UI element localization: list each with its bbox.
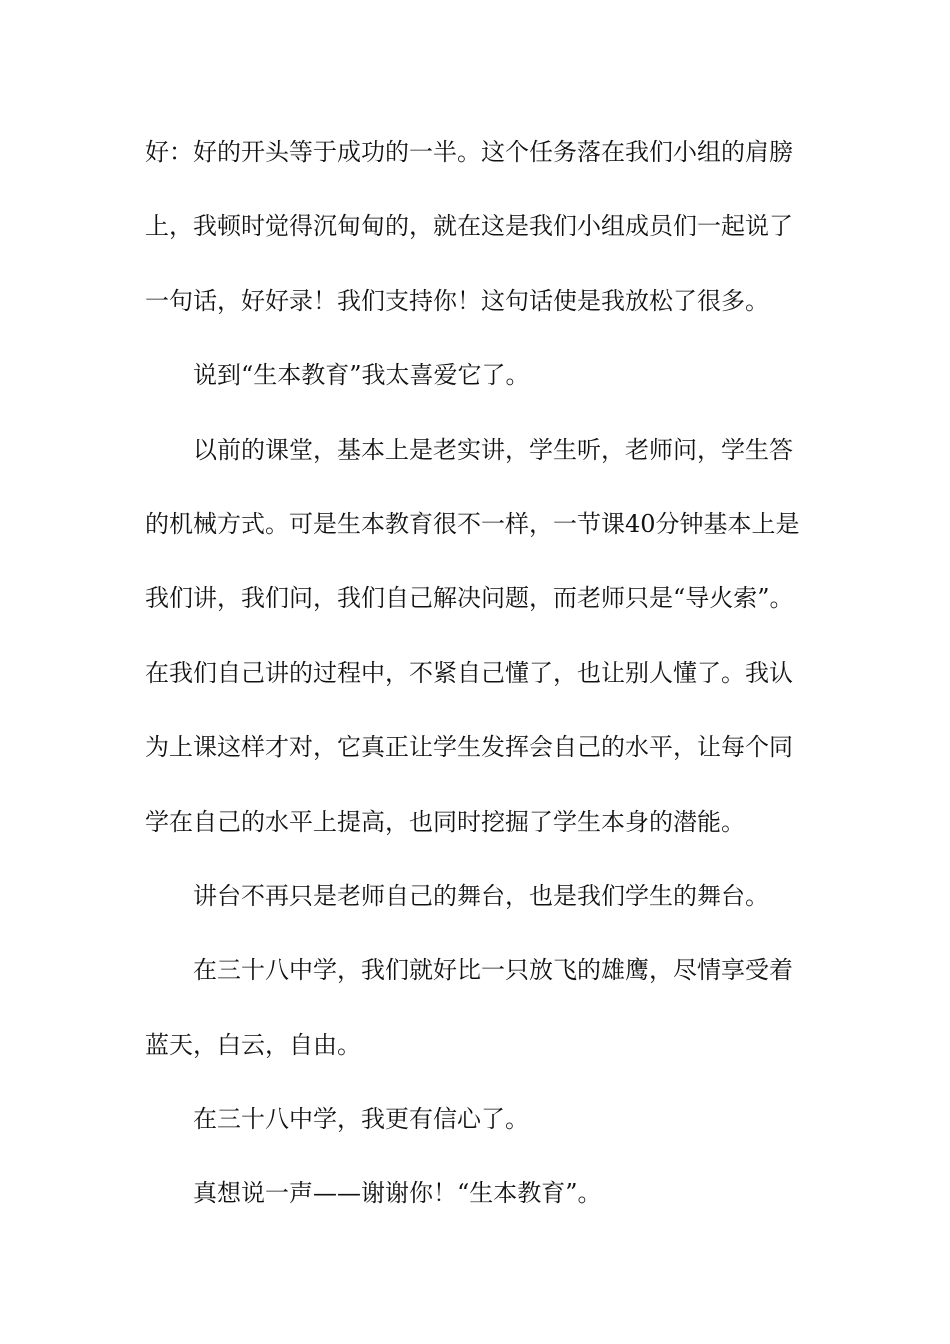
text-line: 为上课这样才对，它真正让学生发挥会自己的水平，让每个同 [145,733,793,762]
text-line: 学在自己的水平上提高，也同时挖掘了学生本身的潜能。 [145,807,745,836]
paragraph-start-line: 在三十八中学，我更有信心了。 [193,1105,529,1134]
paragraph-start-line: 以前的课堂，基本上是老实讲，学生听，老师问，学生答 [193,435,793,464]
text-line: 我们讲，我们问，我们自己解决问题，而老师只是“导火索”。 [145,584,794,613]
paragraph-start-line: 讲台不再只是老师自己的舞台，也是我们学生的舞台。 [193,881,769,910]
document-body [145,126,825,1242]
text-line: 的机械方式。可是生本教育很不一样，一节课40分钟基本上是 [145,509,800,538]
paragraph-start-line: 说到“生本教育”我太喜爱它了。 [193,361,530,390]
text-line: 好：好的开头等于成功的一半。这个任务落在我们小组的肩膀 [145,138,793,166]
text-line: 蓝天，白云，自由。 [145,1030,361,1059]
text-line: 上，我顿时觉得沉甸甸的，就在这是我们小组成员们一起说了 [145,212,793,241]
text-line: 一句话，好好录！我们支持你！这句话使是我放松了很多。 [145,286,769,315]
text-line: 在我们自己讲的过程中，不紧自己懂了，也让别人懂了。我认 [145,658,793,687]
paragraph-start-line: 真想说一声——谢谢你！“生本教育”。 [193,1179,602,1208]
paragraph-start-line: 在三十八中学，我们就好比一只放飞的雄鹰，尽情享受着 [193,956,793,985]
